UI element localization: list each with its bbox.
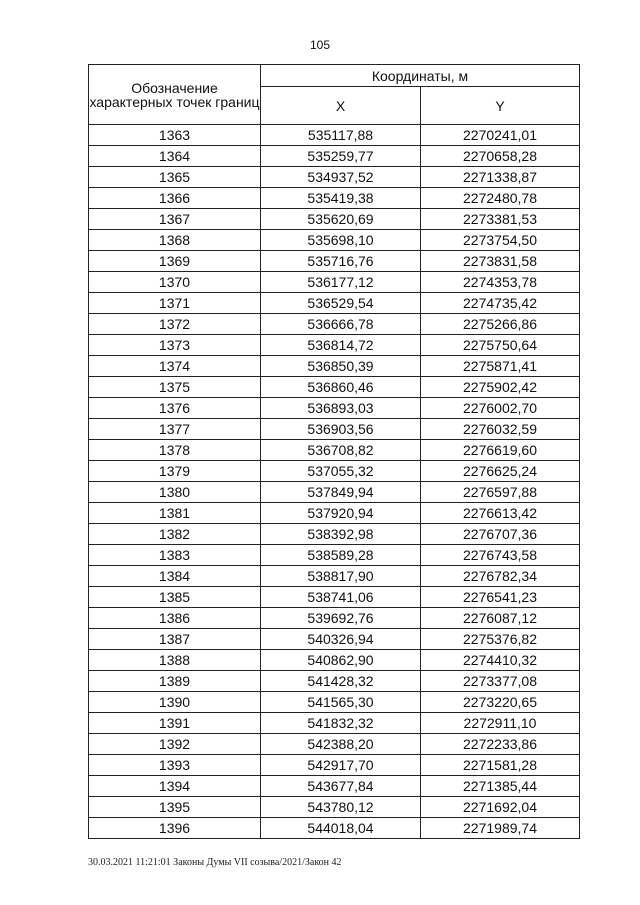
table-row bbox=[89, 125, 580, 146]
cell-point-id: 1369 bbox=[89, 251, 261, 272]
cell-x: 536903,56 bbox=[261, 419, 421, 440]
cell-x: 544018,04 bbox=[261, 818, 421, 839]
cell-point-id: 1392 bbox=[89, 734, 261, 755]
cell-x: 541428,32 bbox=[261, 671, 421, 692]
table-row bbox=[89, 167, 580, 188]
cell-y: 2275871,41 bbox=[421, 356, 580, 377]
cell-point-id: 1366 bbox=[89, 188, 261, 209]
cell-y: 2276032,59 bbox=[421, 419, 580, 440]
cell-x: 536893,03 bbox=[261, 398, 421, 419]
cell-x: 534937,52 bbox=[261, 167, 421, 188]
cell-point-id: 1389 bbox=[89, 671, 261, 692]
cell-x: 535716,76 bbox=[261, 251, 421, 272]
cell-point-id: 1396 bbox=[89, 818, 261, 839]
cell-y: 2272480,78 bbox=[421, 188, 580, 209]
cell-point-id: 1393 bbox=[89, 755, 261, 776]
cell-x: 541565,30 bbox=[261, 692, 421, 713]
cell-point-id: 1367 bbox=[89, 209, 261, 230]
cell-x: 535698,10 bbox=[261, 230, 421, 251]
cell-x: 537849,94 bbox=[261, 482, 421, 503]
cell-x: 542388,20 bbox=[261, 734, 421, 755]
table-row bbox=[89, 692, 580, 713]
page-number: 105 bbox=[309, 38, 331, 52]
table-header bbox=[89, 65, 580, 125]
table-row bbox=[89, 713, 580, 734]
cell-y: 2271989,74 bbox=[421, 818, 580, 839]
cell-x: 543780,12 bbox=[261, 797, 421, 818]
cell-y: 2270241,01 bbox=[421, 125, 580, 146]
table-row bbox=[89, 587, 580, 608]
table-row bbox=[89, 482, 580, 503]
cell-point-id: 1379 bbox=[89, 461, 261, 482]
cell-point-id: 1378 bbox=[89, 440, 261, 461]
cell-x: 537055,32 bbox=[261, 461, 421, 482]
table-row bbox=[89, 503, 580, 524]
cell-x: 535419,38 bbox=[261, 188, 421, 209]
table-row bbox=[89, 545, 580, 566]
cell-x: 535620,69 bbox=[261, 209, 421, 230]
cell-y: 2275902,42 bbox=[421, 377, 580, 398]
cell-x: 539692,76 bbox=[261, 608, 421, 629]
table-row bbox=[89, 440, 580, 461]
table-row bbox=[89, 188, 580, 209]
table-body bbox=[89, 125, 580, 839]
cell-point-id: 1368 bbox=[89, 230, 261, 251]
cell-y: 2274353,78 bbox=[421, 272, 580, 293]
cell-y: 2273381,53 bbox=[421, 209, 580, 230]
cell-x: 536814,72 bbox=[261, 335, 421, 356]
table-row bbox=[89, 818, 580, 839]
table-row bbox=[89, 461, 580, 482]
cell-point-id: 1376 bbox=[89, 398, 261, 419]
cell-y: 2273377,08 bbox=[421, 671, 580, 692]
cell-point-id: 1395 bbox=[89, 797, 261, 818]
cell-x: 536529,54 bbox=[261, 293, 421, 314]
table-row bbox=[89, 629, 580, 650]
table-row bbox=[89, 230, 580, 251]
cell-point-id: 1381 bbox=[89, 503, 261, 524]
cell-y: 2276707,36 bbox=[421, 524, 580, 545]
cell-x: 538392,98 bbox=[261, 524, 421, 545]
header-y: Y bbox=[421, 87, 580, 125]
table-row bbox=[89, 251, 580, 272]
cell-y: 2272911,10 bbox=[421, 713, 580, 734]
table-row bbox=[89, 419, 580, 440]
cell-y: 2271692,04 bbox=[421, 797, 580, 818]
cell-x: 536708,82 bbox=[261, 440, 421, 461]
table-row bbox=[89, 209, 580, 230]
cell-y: 2276087,12 bbox=[421, 608, 580, 629]
cell-y: 2275750,64 bbox=[421, 335, 580, 356]
cell-point-id: 1387 bbox=[89, 629, 261, 650]
cell-x: 540862,90 bbox=[261, 650, 421, 671]
cell-x: 538817,90 bbox=[261, 566, 421, 587]
header-point-name: Обозначение характерных точек границ bbox=[89, 65, 261, 125]
cell-point-id: 1371 bbox=[89, 293, 261, 314]
cell-x: 536850,39 bbox=[261, 356, 421, 377]
cell-y: 2276625,24 bbox=[421, 461, 580, 482]
cell-y: 2275266,86 bbox=[421, 314, 580, 335]
table-row bbox=[89, 335, 580, 356]
cell-point-id: 1386 bbox=[89, 608, 261, 629]
cell-point-id: 1388 bbox=[89, 650, 261, 671]
table-row bbox=[89, 314, 580, 335]
cell-x: 537920,94 bbox=[261, 503, 421, 524]
table-row bbox=[89, 671, 580, 692]
cell-point-id: 1363 bbox=[89, 125, 261, 146]
cell-point-id: 1382 bbox=[89, 524, 261, 545]
table-row bbox=[89, 377, 580, 398]
cell-point-id: 1390 bbox=[89, 692, 261, 713]
cell-y: 2274735,42 bbox=[421, 293, 580, 314]
cell-point-id: 1385 bbox=[89, 587, 261, 608]
table-row bbox=[89, 776, 580, 797]
table-row bbox=[89, 272, 580, 293]
table-row bbox=[89, 293, 580, 314]
cell-y: 2276002,70 bbox=[421, 398, 580, 419]
cell-point-id: 1370 bbox=[89, 272, 261, 293]
cell-y: 2271581,28 bbox=[421, 755, 580, 776]
cell-point-id: 1380 bbox=[89, 482, 261, 503]
cell-x: 538589,28 bbox=[261, 545, 421, 566]
cell-x: 536177,12 bbox=[261, 272, 421, 293]
cell-y: 2270658,28 bbox=[421, 146, 580, 167]
table-row bbox=[89, 797, 580, 818]
cell-point-id: 1372 bbox=[89, 314, 261, 335]
header-x: X bbox=[261, 87, 421, 125]
table-row bbox=[89, 356, 580, 377]
cell-point-id: 1373 bbox=[89, 335, 261, 356]
cell-point-id: 1394 bbox=[89, 776, 261, 797]
cell-point-id: 1364 bbox=[89, 146, 261, 167]
cell-x: 541832,32 bbox=[261, 713, 421, 734]
table-row bbox=[89, 398, 580, 419]
table-row bbox=[89, 608, 580, 629]
cell-y: 2272233,86 bbox=[421, 734, 580, 755]
cell-y: 2271338,87 bbox=[421, 167, 580, 188]
cell-y: 2273831,58 bbox=[421, 251, 580, 272]
coordinates-table bbox=[88, 64, 580, 839]
cell-y: 2276743,58 bbox=[421, 545, 580, 566]
cell-point-id: 1374 bbox=[89, 356, 261, 377]
cell-y: 2271385,44 bbox=[421, 776, 580, 797]
cell-point-id: 1383 bbox=[89, 545, 261, 566]
cell-x: 542917,70 bbox=[261, 755, 421, 776]
table-row bbox=[89, 734, 580, 755]
cell-y: 2276541,23 bbox=[421, 587, 580, 608]
cell-y: 2276613,42 bbox=[421, 503, 580, 524]
table-row bbox=[89, 566, 580, 587]
header-coordinates: Координаты, м bbox=[261, 65, 580, 87]
cell-point-id: 1384 bbox=[89, 566, 261, 587]
cell-y: 2276597,88 bbox=[421, 482, 580, 503]
cell-point-id: 1391 bbox=[89, 713, 261, 734]
cell-x: 540326,94 bbox=[261, 629, 421, 650]
cell-y: 2275376,82 bbox=[421, 629, 580, 650]
cell-point-id: 1377 bbox=[89, 419, 261, 440]
cell-point-id: 1375 bbox=[89, 377, 261, 398]
cell-x: 535117,88 bbox=[261, 125, 421, 146]
cell-y: 2273754,50 bbox=[421, 230, 580, 251]
cell-x: 538741,06 bbox=[261, 587, 421, 608]
cell-y: 2273220,65 bbox=[421, 692, 580, 713]
cell-x: 543677,84 bbox=[261, 776, 421, 797]
table-row bbox=[89, 146, 580, 167]
cell-y: 2276782,34 bbox=[421, 566, 580, 587]
table-row bbox=[89, 755, 580, 776]
table-row bbox=[89, 524, 580, 545]
cell-point-id: 1365 bbox=[89, 167, 261, 188]
cell-x: 535259,77 bbox=[261, 146, 421, 167]
cell-x: 536666,78 bbox=[261, 314, 421, 335]
document-footer: 30.03.2021 11:21:01 Законы Думы VII созыва/2021/Закон 42 bbox=[88, 857, 342, 868]
cell-y: 2274410,32 bbox=[421, 650, 580, 671]
cell-x: 536860,46 bbox=[261, 377, 421, 398]
cell-y: 2276619,60 bbox=[421, 440, 580, 461]
table-row bbox=[89, 650, 580, 671]
